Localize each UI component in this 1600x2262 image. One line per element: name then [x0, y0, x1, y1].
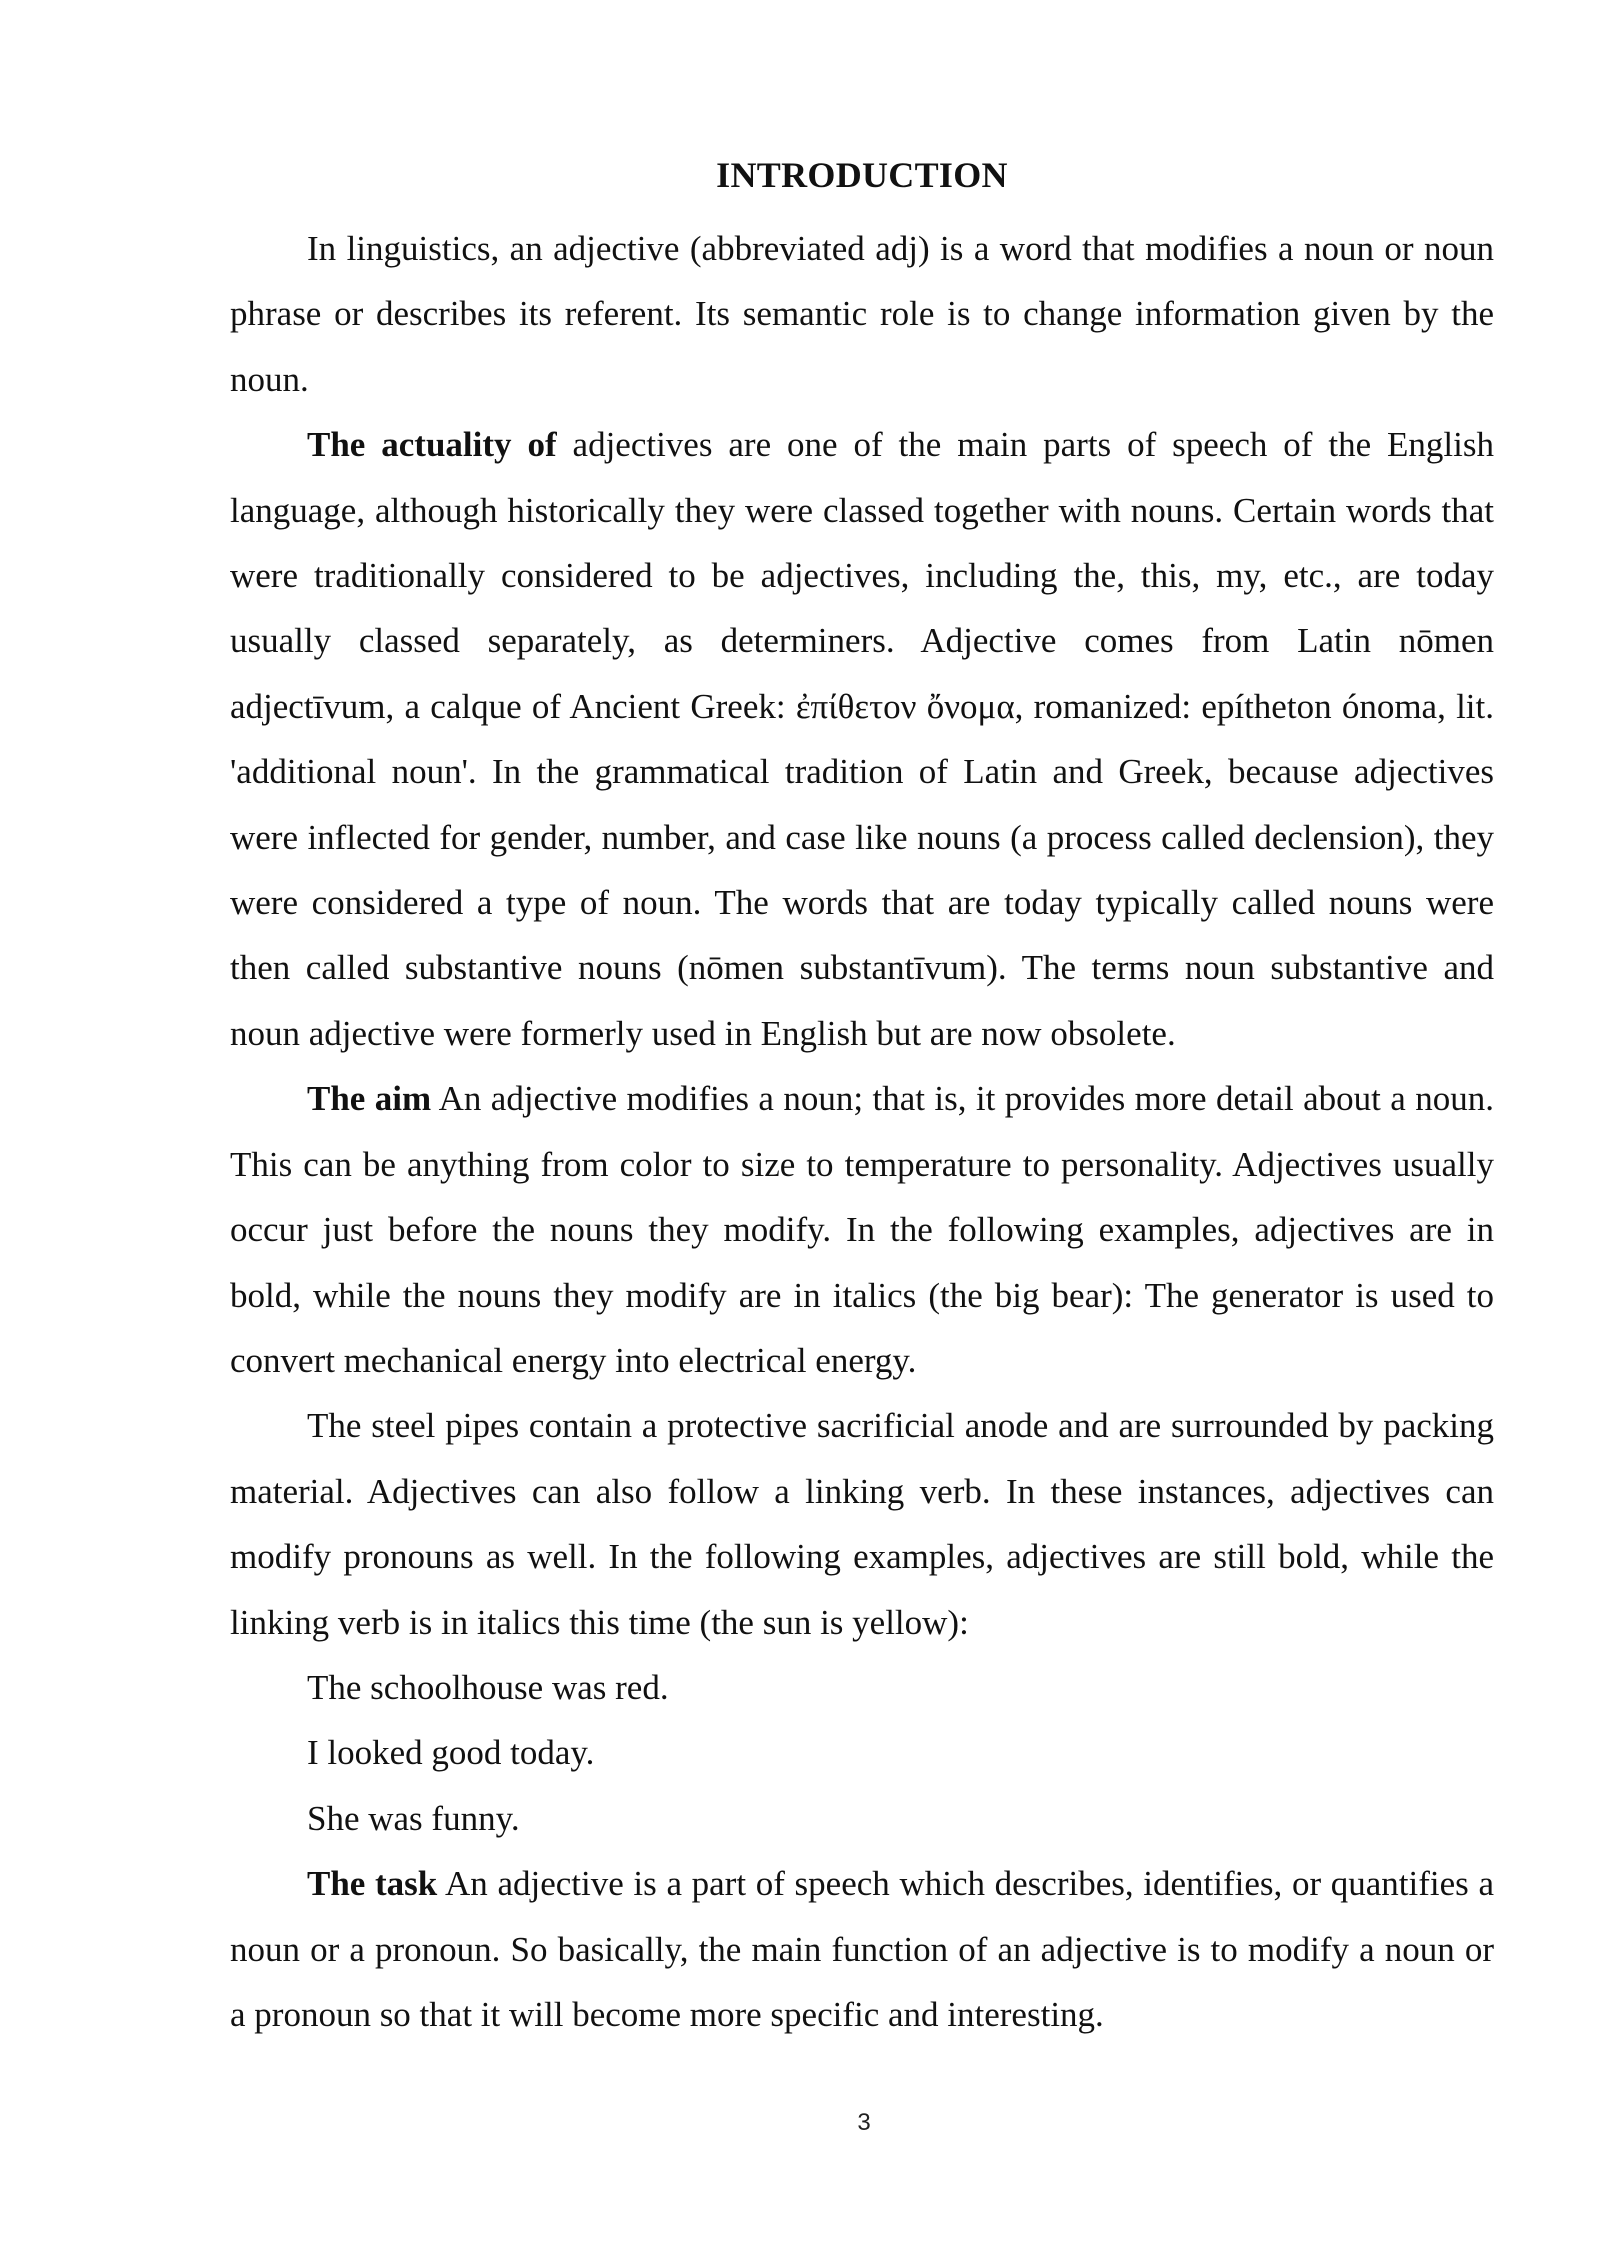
paragraph-text: An adjective modifies a noun; that is, it provides more detail about a noun. This can be anything from color to size to temperature to personality. Adjectives usually occur just before the nouns they modify. In the following examples, adjectives are in bold, while the nouns they modify are in italics (the big bear): The generator is used to convert mechanical energy into electrical energy. — [230, 1079, 1494, 1380]
paragraph-lead: The task — [307, 1864, 438, 1904]
paragraph-lead: The actuality of — [307, 425, 557, 465]
paragraph-text: In linguistics, an adjective (abbreviated adj) is a word that modifies a noun or noun phrase or describes its referent. Its semantic role is to change information given by the noun. — [230, 229, 1494, 399]
paragraph-definition — [230, 216, 1494, 412]
section-title: INTRODUCTION — [716, 155, 1008, 195]
page-number: 3 — [857, 2109, 871, 2136]
paragraph-text: adjectives are one of the main parts of speech of the English language, although historically they were classed together with nouns. Certain words that were traditionally considered to be adjectives, including the, this, my, etc., are today usually classed separately, as determiners. Adjective comes from Latin nōmen adjectīvum, a calque of Ancient Greek: ἐπίθετον ὄνομα, romanized: epítheton ónoma, lit. 'additional noun'. In the grammatical tradition of Latin and Greek, because adjectives were inflected for gender, number, and case like nouns (a process called declension), they were considered a type of noun. The words that are today typically called nouns were then called substantive nouns (nōmen substantīvum). The terms noun substantive and noun adjective were formerly used in English but are now obsolete. — [230, 425, 1494, 1053]
paragraph-examples-intro — [230, 1393, 1494, 1655]
document-page — [230, 150, 1494, 2047]
example-line: I looked good today. — [307, 1733, 595, 1773]
example-line: The schoolhouse was red. — [307, 1667, 669, 1707]
paragraph-aim — [230, 1066, 1494, 1393]
paragraph-actuality — [230, 412, 1494, 1066]
paragraph-lead: The aim — [307, 1079, 432, 1119]
example-line: She was funny. — [307, 1798, 520, 1838]
paragraph-text: An adjective is a part of speech which describes, identifies, or quantifies a noun or a pronoun. So basically, the main function of an adjective is to modify a noun or a pronoun so that it will become more specific and interesting. — [230, 1864, 1494, 2034]
paragraph-task — [230, 1851, 1494, 2047]
paragraph-text: The steel pipes contain a protective sacrificial anode and are surrounded by packing material. Adjectives can also follow a linking verb. In these instances, adjectives can modify pronouns as well. In the following examples, adjectives are still bold, while the linking verb is in italics this time (the sun is yellow): — [230, 1406, 1494, 1642]
